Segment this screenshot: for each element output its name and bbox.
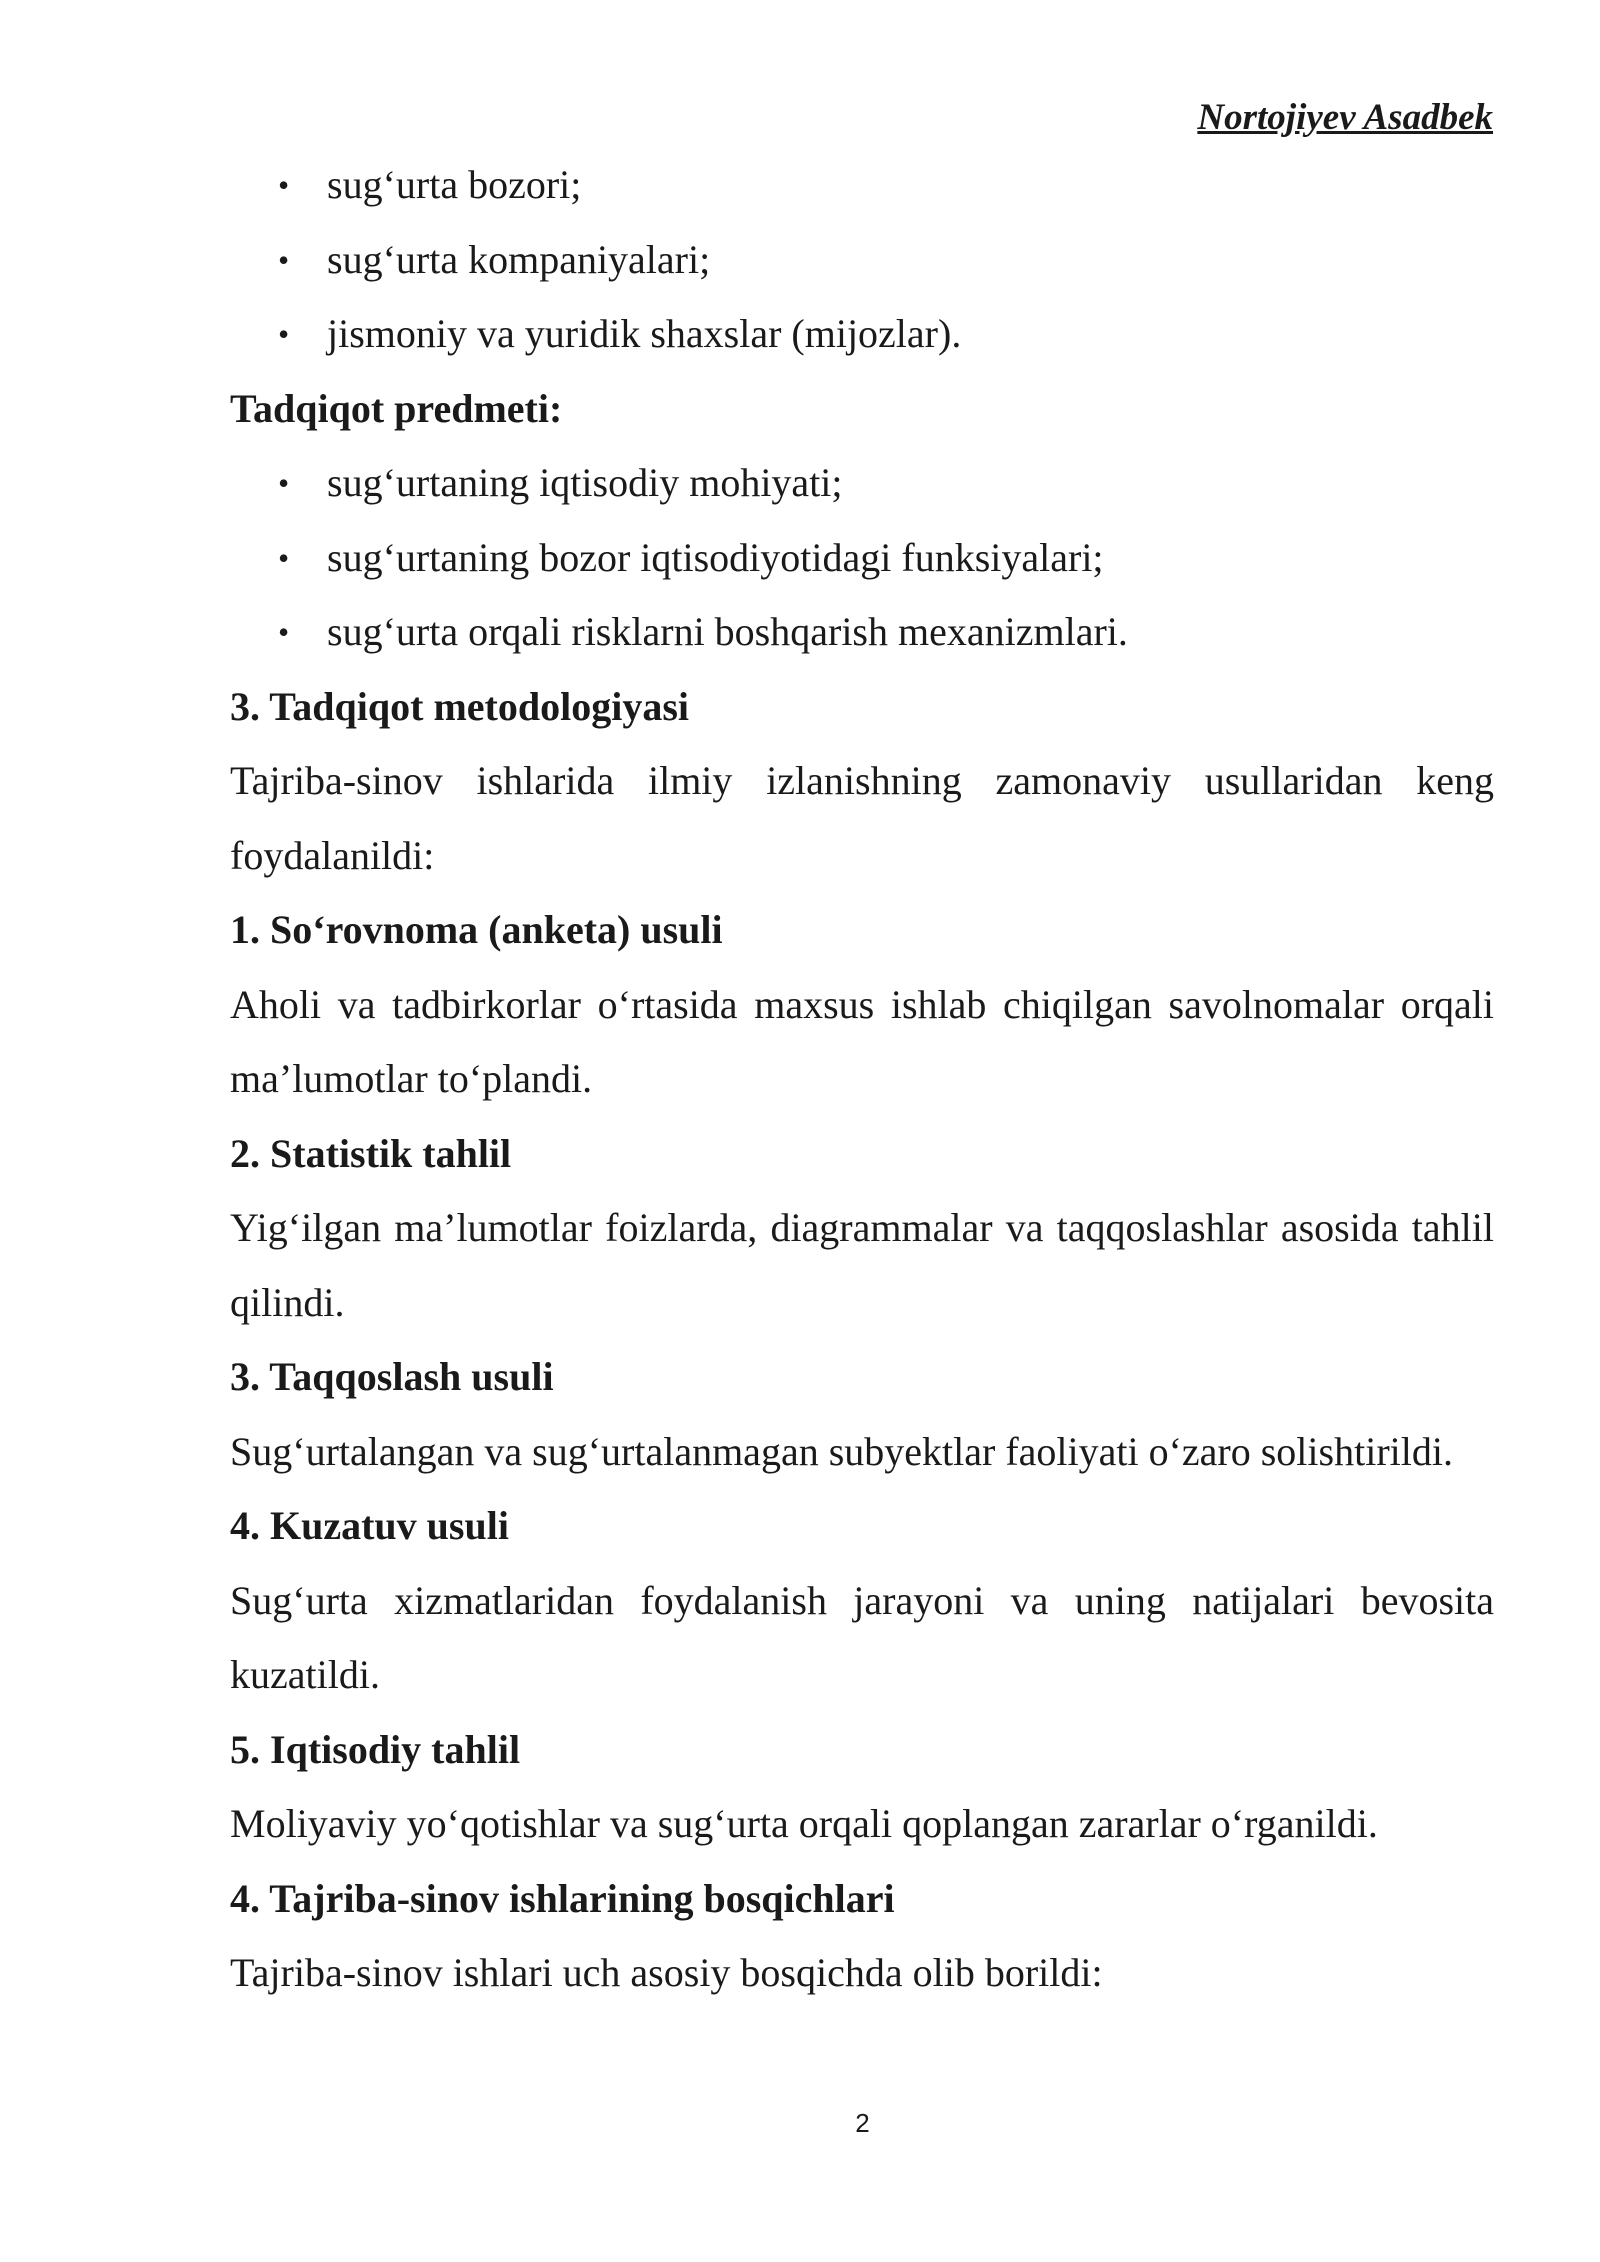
bullet-icon: • bbox=[278, 614, 290, 650]
page-content bbox=[230, 148, 1494, 2011]
list-item: • sug‘urtaning bozor iqtisodiyotidagi funksiyalari; bbox=[230, 521, 1494, 596]
page-header-author: Nortojiyev Asadbek bbox=[1197, 97, 1493, 138]
method-text: Yig‘ilgan ma’lumotlar foizlarda, diagrammalar va taqqoslashlar asosida tahlil qilindi. bbox=[230, 1205, 1494, 1325]
method-text: Sug‘urtalangan va sug‘urtalanmagan subyektlar faoliyati o‘zaro solishtirildi. bbox=[230, 1428, 1453, 1474]
page-number: 2 bbox=[855, 2108, 870, 2138]
method-text: Sug‘urta xizmatlaridan foydalanish jarayoni va uning natijalari bevosita kuzatildi. bbox=[230, 1577, 1494, 1697]
method-heading: 4. Kuzatuv usuli bbox=[230, 1503, 509, 1548]
subject-heading: Tadqiqot predmeti: bbox=[230, 385, 563, 431]
bullet-icon: • bbox=[278, 539, 290, 576]
method-heading: 5. Iqtisodiy tahlil bbox=[230, 1726, 521, 1772]
method-heading: 2. Statistik tahlil bbox=[230, 1130, 512, 1176]
list-item: • sug‘urtaning iqtisodiy mohiyati; bbox=[230, 446, 1494, 521]
bullet-icon: • bbox=[278, 316, 290, 352]
bullet-icon: • bbox=[278, 167, 290, 203]
stages-intro: Tajriba-sinov ishlari uch asosiy bosqichda olib borildi: bbox=[230, 1950, 1103, 1995]
method-text: Aholi va tadbirkorlar o‘rtasida maxsus ishlab chiqilgan savolnomalar orqali ma’lumotlar to‘plandi. bbox=[230, 981, 1494, 1101]
method-heading: 1. So‘rovnoma (anketa) usuli bbox=[230, 907, 723, 952]
bullet-list-subject bbox=[230, 446, 1494, 670]
methodology-heading: 3. Tadqiqot metodologiyasi bbox=[230, 683, 690, 729]
methodology-intro: Tajriba-sinov ishlarida ilmiy izlanishning zamonaviy usullaridan keng foydalanildi: bbox=[230, 758, 1494, 878]
method-heading: 3. Taqqoslash usuli bbox=[230, 1354, 554, 1399]
list-item: • jismoniy va yuridik shaxslar (mijozlar). bbox=[230, 297, 1494, 372]
stages-heading: 4. Tajriba-sinov ishlarining bosqichlari bbox=[230, 1875, 895, 1921]
method-text: Moliyaviy yo‘qotishlar va sug‘urta orqali qoplangan zararlar o‘rganildi. bbox=[230, 1801, 1378, 1846]
bullet-list-objects bbox=[230, 148, 1494, 372]
list-item: • sug‘urta bozori; bbox=[230, 148, 1494, 223]
bullet-icon: • bbox=[278, 241, 290, 278]
list-item: • sug‘urta kompaniyalari; bbox=[230, 223, 1494, 298]
bullet-icon: • bbox=[278, 465, 290, 501]
list-item: • sug‘urta orqali risklarni boshqarish mexanizmlari. bbox=[230, 595, 1494, 670]
